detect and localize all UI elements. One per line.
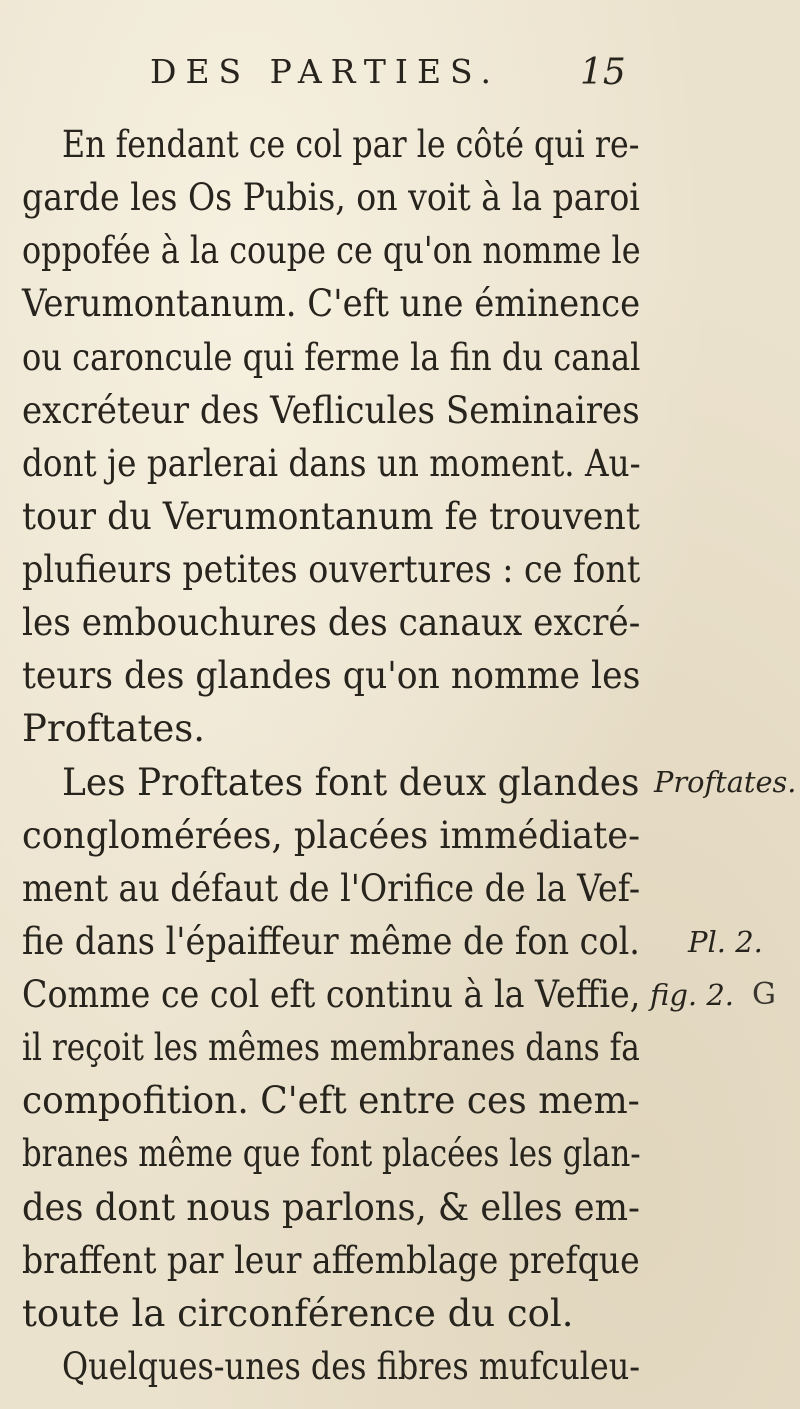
page-number: 15 <box>580 52 626 93</box>
text-line: dont je parlerai dans un moment. Au- <box>22 441 641 485</box>
text-line: il reçoit les mêmes membranes dans fa <box>22 1026 640 1070</box>
text-line: tour du Verumontanum fe trouvent <box>22 494 640 538</box>
text-line: conglomérées, placées immédiate- <box>22 813 641 857</box>
text-line: compofition. C'eft entre ces mem- <box>22 1079 640 1123</box>
margin-figure-letter: G <box>752 976 776 1012</box>
text-line: garde les Os Pubis, on voit à la paroi <box>22 176 640 220</box>
text-line: des dont nous parlons, & elles em- <box>22 1185 640 1229</box>
text-line: ou caroncule qui ferme la fin du canal <box>22 335 641 379</box>
text-line: les embouchures des canaux excré- <box>22 601 641 645</box>
text-line: branes même que font placées les glan- <box>22 1132 641 1176</box>
text-line: Proftates. <box>22 707 205 751</box>
text-line: Quelques-unes des fibres mufculeu- <box>62 1345 641 1388</box>
running-title: DES PARTIES. <box>150 52 500 91</box>
text-line: ment au défaut de l'Orifice de la Vef- <box>22 866 641 910</box>
text-line: toute la circonférence du col. <box>22 1291 574 1335</box>
text-line: plufieurs petites ouvertures : ce font <box>22 548 641 592</box>
text-line: teurs des glandes qu'on nomme les <box>22 654 641 698</box>
text-line: excréteur des Veflicules Seminaires <box>22 388 640 432</box>
margin-note-prostates: Proftates. <box>654 765 797 800</box>
text-line: Comme ce col eft continu à la Veffie, <box>22 973 641 1017</box>
text-line: En fendant ce col par le côté qui re- <box>62 123 640 166</box>
text-line: oppofée à la coupe ce qu'on nomme le <box>22 229 641 273</box>
margin-note-figure: fig. 2. <box>650 977 735 1012</box>
margin-note-plate: Pl. 2. <box>688 924 763 959</box>
text-line: fie dans l'épaiffeur même de fon col. <box>22 919 640 963</box>
text-line: Verumontanum. C'eft une éminence <box>22 282 641 326</box>
text-line: braffent par leur affemblage prefque <box>22 1238 640 1282</box>
text-line: Les Proftates font deux glandes <box>62 760 640 804</box>
